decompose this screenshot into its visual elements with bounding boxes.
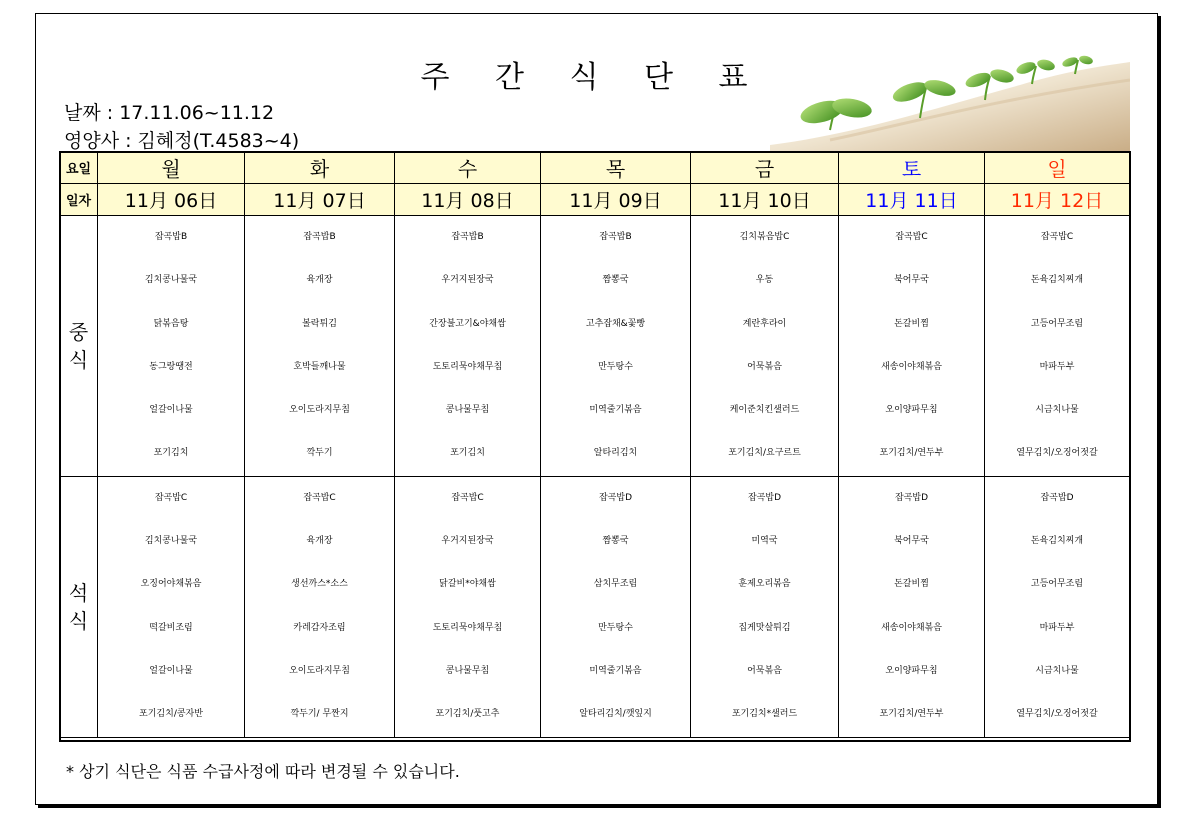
menu-item: 동그랑땡전: [149, 361, 193, 372]
day-tue: 화: [245, 152, 395, 184]
menu-item: 콩나물무침: [445, 665, 490, 676]
menu-item: 카레감자조림: [293, 622, 346, 633]
menu-item: 알타리김치/깻잎지: [579, 709, 652, 720]
menu-item: 집게맛살튀김: [738, 622, 791, 633]
menu-item: 간장불고기&야채쌈: [429, 318, 506, 329]
day-thu: 목: [541, 152, 691, 184]
menu-item: 짬뽕국: [602, 275, 629, 286]
date-header-row: [60, 184, 1130, 216]
lunch-thu-cell: [541, 216, 691, 477]
lunch-tue-cell: [245, 216, 395, 477]
dinner-mon-cell: [98, 476, 245, 737]
lunch-fri-cell: [691, 216, 839, 477]
lunch-label: [60, 216, 98, 477]
date-thu: 11月 09日: [541, 184, 691, 216]
menu-item: 북어무국: [894, 536, 929, 547]
menu-item: 시금치나물: [1035, 665, 1079, 676]
menu-item: 잡곡밥D: [598, 492, 632, 503]
menu-item: 돈육김치찌개: [1030, 536, 1084, 547]
menu-item: 깍두기/ 무짠지: [290, 709, 349, 720]
menu-item: 열무김치/오징어젓갈: [1016, 709, 1098, 720]
menu-item: 잡곡밥C: [895, 232, 928, 242]
menu-item: 마파두부: [1039, 361, 1075, 372]
menu-item: 어묵볶음: [747, 361, 782, 372]
day-mon: 월: [98, 152, 245, 184]
day-fri: 금: [691, 152, 839, 184]
menu-item: 계란후라이: [742, 318, 787, 329]
menu-item: 잡곡밥D: [1040, 492, 1074, 503]
menu-item: 육개장: [306, 536, 333, 547]
page-title: 주 간 식 단 표: [420, 60, 766, 95]
menu-item: 오징어야채볶음: [140, 579, 202, 590]
footnote: * 상기 식단은 식품 수급사정에 따라 변경될 수 있습니다.: [66, 762, 460, 781]
menu-item: 짬뽕국: [602, 536, 629, 547]
sprout-illustration: [770, 40, 1130, 152]
menu-item: 잡곡밥B: [451, 232, 484, 242]
dinner-label-text: 석 식: [68, 580, 89, 633]
menu-item: 오이양파무침: [885, 665, 938, 676]
date-tue: 11月 07日: [245, 184, 395, 216]
dietitian-info: 영양사 : 김혜정(T.4583~4): [64, 130, 300, 152]
menu-item: 훈제오리볶음: [738, 579, 791, 590]
dinner-tue-cell: [245, 476, 395, 737]
lunch-section: [60, 216, 1130, 477]
date-sun: 11月 12日: [985, 184, 1130, 216]
menu-item: 열무김치/오징어젓갈: [1016, 448, 1098, 459]
menu-item: 잡곡밥C: [154, 492, 188, 503]
dinner-sat-cell: [839, 476, 985, 737]
dinner-fri-cell: [691, 476, 839, 737]
menu-item: 미역줄기볶음: [589, 405, 642, 416]
menu-item: 포기김치/연두부: [879, 448, 944, 459]
menu-item: 도토리묵야채무침: [432, 361, 503, 372]
menu-item: 포기김치: [450, 448, 485, 459]
menu-item: 잡곡밥C: [451, 492, 484, 503]
menu-item: 오이도라지무침: [289, 405, 350, 416]
lunch-label-text: 중 식: [68, 319, 89, 372]
menu-item: 포기김치/콩자반: [139, 709, 203, 720]
day-label: 요일: [60, 152, 98, 184]
menu-item: 김치콩나물국: [144, 536, 198, 547]
date-wed: 11月 08日: [395, 184, 541, 216]
menu-item: 북어무국: [894, 275, 929, 286]
lunch-sun-cell: [985, 216, 1130, 477]
menu-item: 닭볶음탕: [153, 318, 189, 329]
menu-item: 우거지된장국: [441, 536, 494, 547]
menu-item: 포기김치/연두부: [879, 709, 944, 720]
menu-item: 잡곡밥C: [1040, 232, 1074, 242]
dinner-sun-cell: [985, 476, 1130, 737]
menu-item: 우거지된장국: [441, 275, 494, 286]
menu-item: 포기김치*샐러드: [731, 709, 798, 720]
menu-item: 새송이야채볶음: [881, 361, 942, 372]
dinner-thu-cell: [541, 476, 691, 737]
menu-item: 잡곡밥B: [303, 232, 336, 242]
weekly-menu-table: [59, 151, 1130, 738]
day-sun: 일: [985, 152, 1130, 184]
menu-item: 호박들깨나물: [293, 361, 346, 372]
menu-item: 케이준치킨샐러드: [729, 405, 800, 416]
menu-item: 시금치나물: [1035, 405, 1079, 416]
menu-item: 고추잡채&꽃빵: [585, 318, 646, 329]
lunch-wed-cell: [395, 216, 541, 477]
menu-item: 포기김치/풋고추: [435, 709, 500, 720]
menu-item: 잡곡밥D: [894, 492, 928, 503]
menu-item: 도토리묵야채무침: [432, 622, 503, 633]
menu-item: 볼락튀김: [302, 318, 337, 329]
menu-item: 콩나물무침: [445, 405, 490, 416]
menu-item: 김치볶음밥C: [739, 232, 790, 242]
menu-item: 닭갈비*야채쌈: [439, 579, 496, 590]
date-sat: 11月 11日: [839, 184, 985, 216]
menu-item: 잡곡밥B: [154, 232, 188, 242]
lunch-sat-cell: [839, 216, 985, 477]
menu-item: 고등어무조림: [1030, 579, 1084, 590]
menu-item: 돈갈비찜: [894, 579, 929, 590]
menu-item: 얼갈이나물: [149, 405, 193, 416]
date-fri: 11月 10日: [691, 184, 839, 216]
menu-item: 떡갈비조림: [149, 622, 193, 633]
menu-item: 김치콩나물국: [144, 275, 198, 286]
menu-item: 알타리김치: [593, 448, 638, 459]
menu-item: 돈갈비찜: [894, 318, 929, 329]
menu-item: 잡곡밥C: [303, 492, 336, 503]
menu-item: 깍두기: [306, 448, 333, 459]
menu-item: 미역줄기볶음: [589, 665, 642, 676]
menu-item: 돈육김치찌개: [1030, 275, 1084, 286]
menu-item: 얼갈이나물: [149, 665, 193, 676]
dinner-label: [60, 476, 98, 737]
menu-item: 우동: [755, 275, 774, 286]
dinner-wed-cell: [395, 476, 541, 737]
menu-item: 삼치무조림: [593, 579, 638, 590]
menu-item: 만두탕수: [598, 361, 633, 372]
menu-item: 잡곡밥B: [599, 232, 632, 242]
menu-item: 만두탕수: [598, 622, 633, 633]
day-header-row: [60, 152, 1130, 184]
menu-item: 오이도라지무침: [289, 665, 350, 676]
menu-item: 마파두부: [1039, 622, 1075, 633]
dinner-section: [60, 476, 1130, 737]
date-label: 일자: [60, 184, 98, 216]
day-sat: 토: [839, 152, 985, 184]
menu-item: 잡곡밥D: [747, 492, 781, 503]
menu-item: 포기김치: [153, 448, 189, 459]
menu-item: 육개장: [306, 275, 333, 286]
menu-item: 생선까스*소스: [291, 579, 348, 590]
lunch-mon-cell: [98, 216, 245, 477]
menu-item: 미역국: [751, 536, 778, 547]
day-wed: 수: [395, 152, 541, 184]
menu-item: 포기김치/요구르트: [728, 448, 801, 459]
date-range: 날짜 : 17.11.06~11.12: [64, 102, 275, 124]
menu-item: 고등어무조림: [1030, 318, 1084, 329]
menu-item: 어묵볶음: [747, 665, 782, 676]
date-mon: 11月 06日: [98, 184, 245, 216]
menu-item: 새송이야채볶음: [881, 622, 942, 633]
menu-item: 오이양파무침: [885, 405, 938, 416]
